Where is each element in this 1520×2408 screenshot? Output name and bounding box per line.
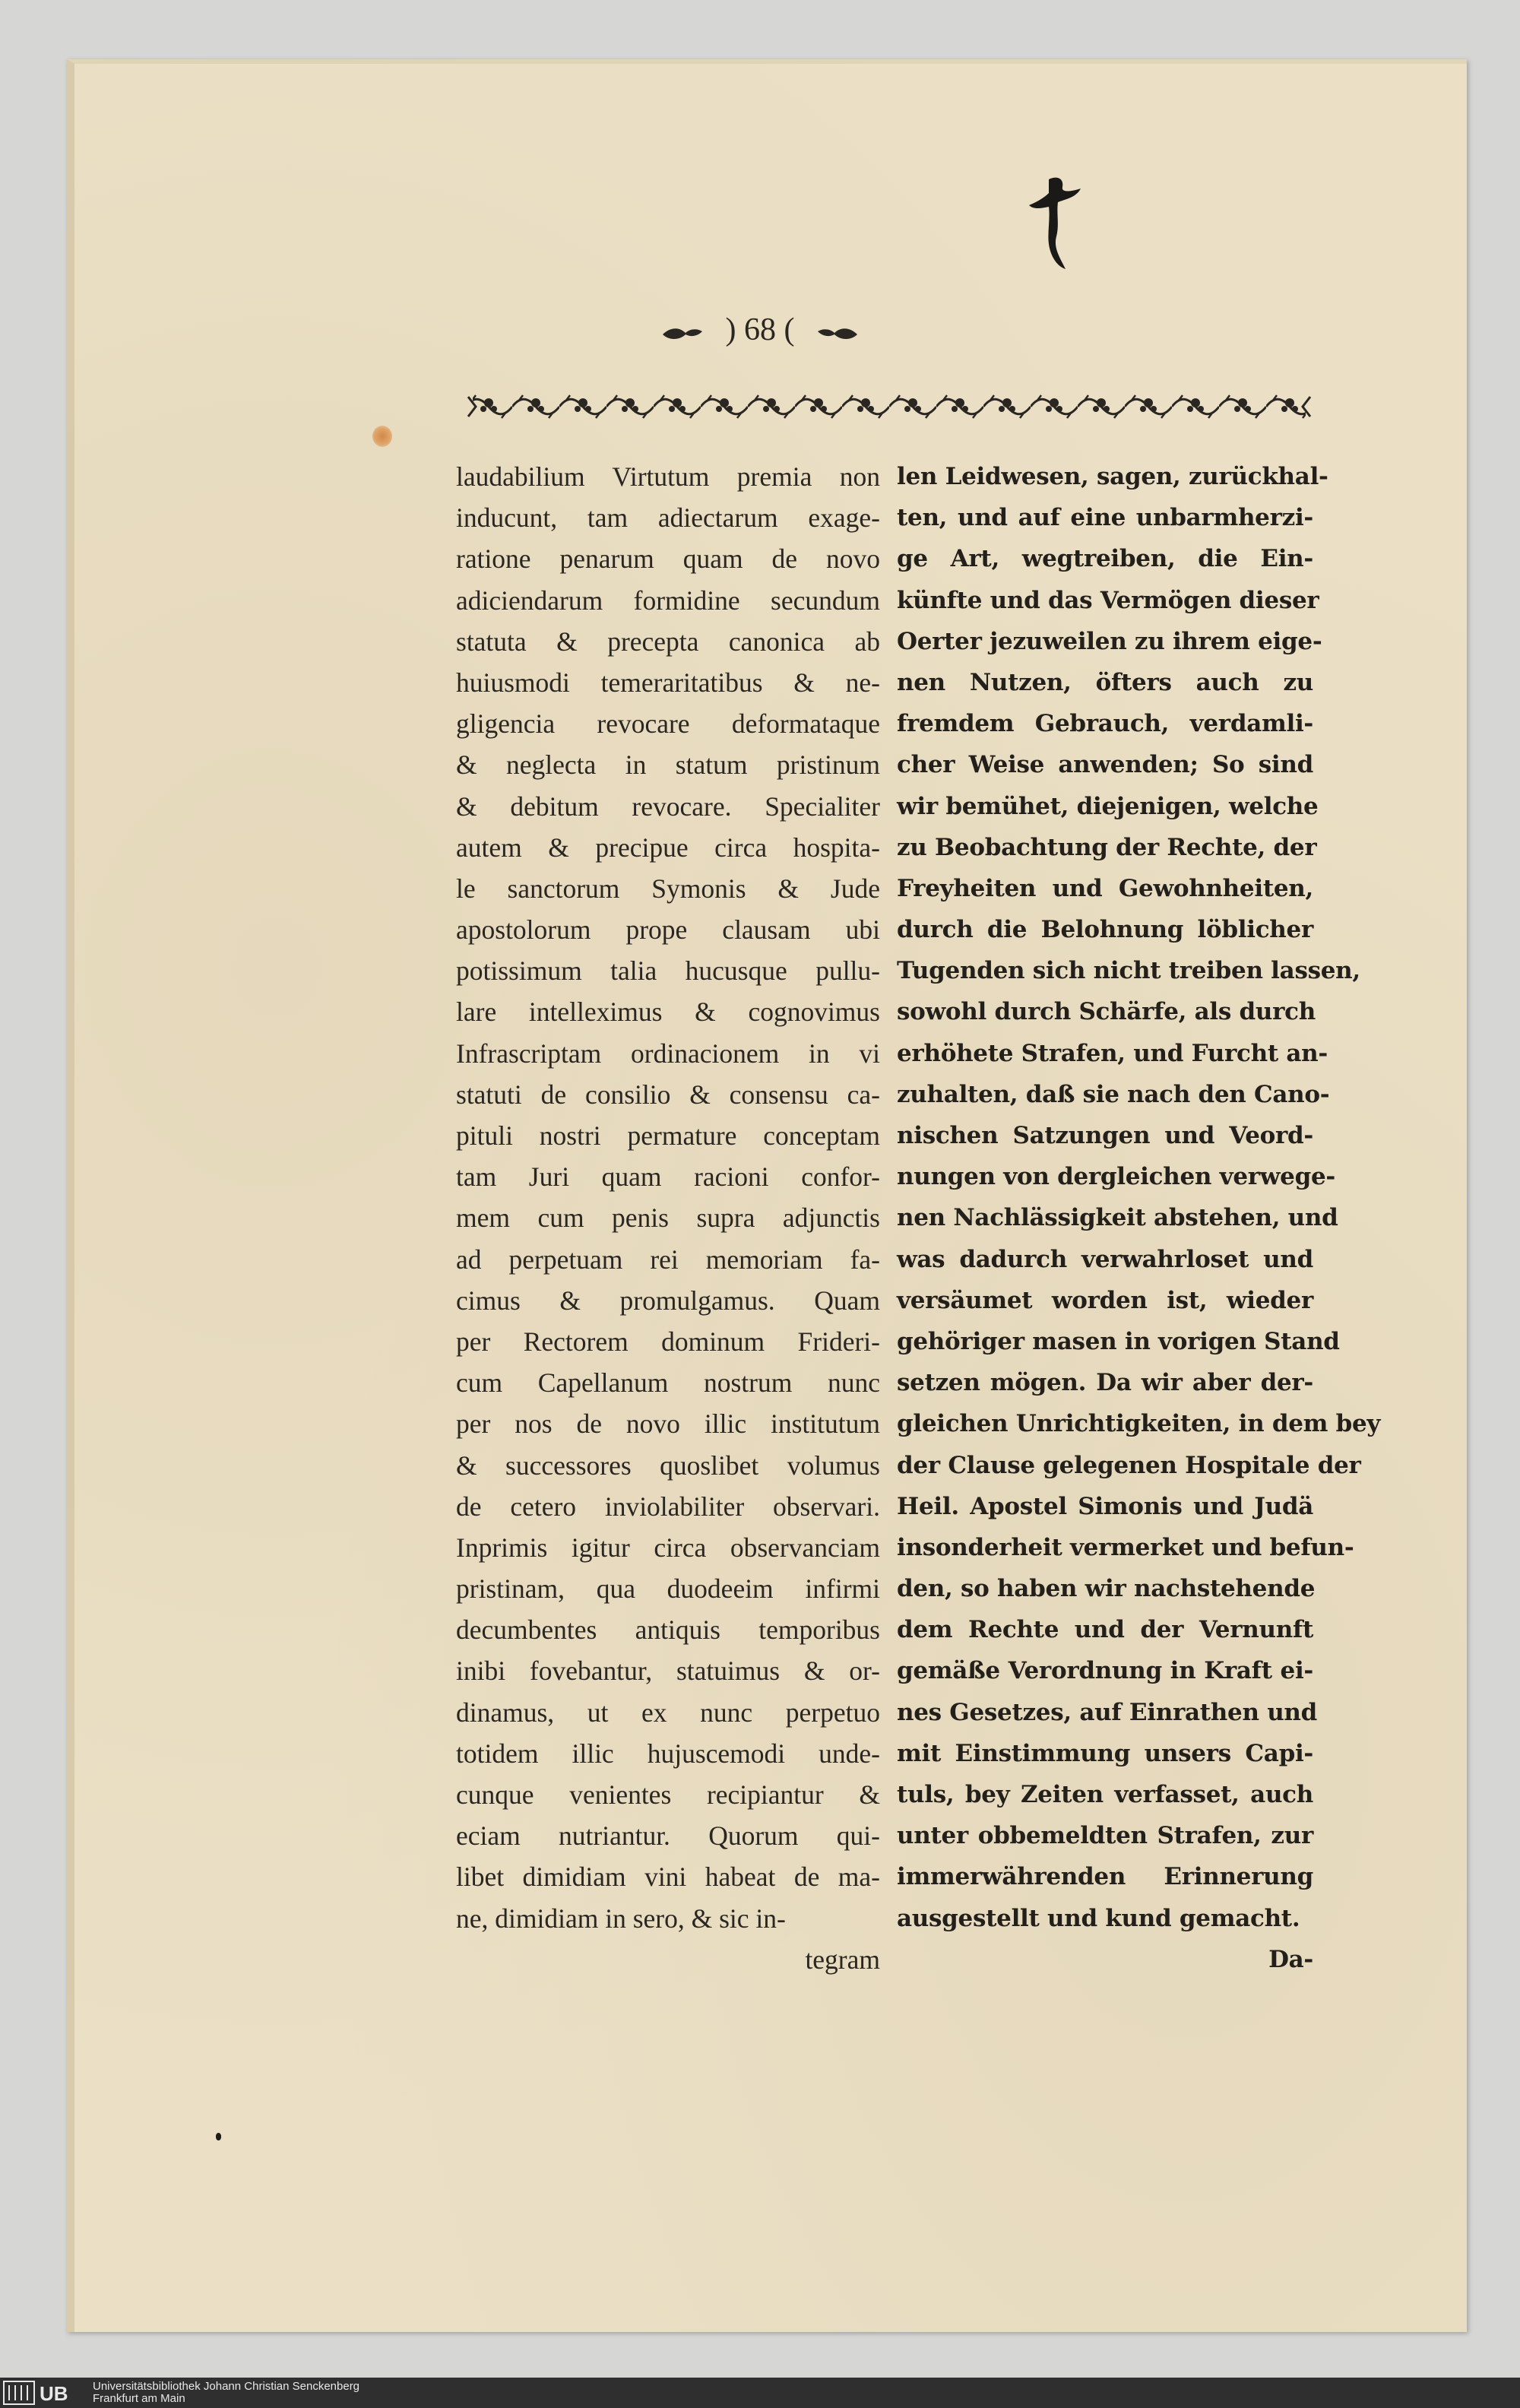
german-text-line: wir bemühet, diejenigen, welche bbox=[897, 792, 1319, 820]
german-text-line: insonderheit vermerket und befun- bbox=[897, 1533, 1354, 1561]
german-text-line: gleichen Unrichtigkeiten, in dem bey bbox=[897, 1410, 1381, 1438]
left-ornament-icon bbox=[660, 321, 705, 344]
german-text-line: Tugenden sich nicht treiben lassen, bbox=[897, 957, 1360, 985]
latin-text-line: inibi fovebantur, statuimus & or- bbox=[456, 1656, 880, 1687]
latin-text-line: cum Capellanum nostrum nunc bbox=[456, 1367, 880, 1399]
german-text-line: was dadurch verwahrloset und bbox=[897, 1245, 1313, 1273]
german-text-line: Freyheiten und Gewohnheiten, bbox=[897, 874, 1313, 902]
latin-text-line: ne, dimidiam in sero, & sic in- bbox=[456, 1903, 786, 1934]
paper-stain bbox=[372, 426, 392, 447]
german-text-line: sowohl durch Schärfe, als durch bbox=[897, 998, 1316, 1026]
latin-text-line: totidem illic hujuscemodi unde- bbox=[456, 1738, 880, 1769]
latin-text-line: le sanctorum Symonis & Jude bbox=[456, 873, 880, 904]
german-text-line: cher Weise anwenden; So sind bbox=[897, 751, 1313, 779]
latin-text-line: Inprimis igitur circa observanciam bbox=[456, 1532, 880, 1563]
german-text-line: der Clause gelegenen Hospitale der bbox=[897, 1451, 1361, 1479]
german-text-line: setzen mögen. Da wir aber der- bbox=[897, 1369, 1313, 1397]
latin-text-line: lare intelleximus & cognovimus bbox=[456, 996, 880, 1028]
latin-text-column bbox=[456, 456, 880, 1980]
german-text-line: durch die Belohnung löblicher bbox=[897, 916, 1313, 944]
library-name bbox=[93, 2381, 359, 2405]
latin-text-line: Infrascriptam ordinacionem in vi bbox=[456, 1038, 880, 1069]
german-text-line: mit Einstimmung unsers Capi- bbox=[897, 1739, 1313, 1767]
german-text-column bbox=[897, 456, 1381, 1980]
german-text-line: ten, und auf eine unbarmherzi- bbox=[897, 504, 1313, 532]
german-text-line: immerwährenden Erinnerung bbox=[897, 1863, 1313, 1891]
latin-text-line: huiusmodi temeraritatibus & ne- bbox=[456, 667, 880, 698]
german-text-line: zu Beobachtung der Rechte, der bbox=[897, 833, 1317, 861]
latin-text-line: decumbentes antiquis temporibus bbox=[456, 1614, 880, 1646]
german-text-line: versäumet worden ist, wieder bbox=[897, 1286, 1313, 1314]
german-text-line: nen Nutzen, öfters auch zu bbox=[897, 668, 1313, 696]
german-text-line: gemäße Verordnung in Kraft ei- bbox=[897, 1657, 1313, 1685]
page-number: ) 68 ( bbox=[725, 312, 795, 347]
german-text-line: ge Art, wegtreiben, die Ein- bbox=[897, 545, 1313, 573]
german-text-line: nungen von dergleichen verwege- bbox=[897, 1163, 1335, 1191]
german-text-line: tuls, bey Zeiten verfasset, auch bbox=[897, 1781, 1313, 1808]
latin-text-line: apostolorum prope clausam ubi bbox=[456, 914, 880, 946]
latin-text-line: ad perpetuam rei memoriam fa- bbox=[456, 1244, 880, 1275]
latin-text-line: dinamus, ut ex nunc perpetuo bbox=[456, 1697, 880, 1728]
latin-text-line: autem & precipue circa hospita- bbox=[456, 832, 880, 863]
latin-text-line: per nos de novo illic institutum bbox=[456, 1408, 880, 1440]
latin-text-line: adiciendarum formidine secundum bbox=[456, 585, 880, 616]
latin-text-line: ratione penarum quam de novo bbox=[456, 543, 880, 575]
latin-text-line: libet dimidiam vini habeat de ma- bbox=[456, 1861, 880, 1893]
ub-logo-icon bbox=[3, 2381, 85, 2405]
ink-speck bbox=[216, 2133, 221, 2140]
latin-text-line: de cetero inviolabiliter observari. bbox=[456, 1491, 880, 1522]
latin-text-line: pituli nostri permature conceptam bbox=[456, 1120, 880, 1151]
page-header bbox=[0, 312, 1520, 348]
german-text-line: nischen Satzungen und Veord- bbox=[897, 1122, 1313, 1149]
latin-text-line: inducunt, tam adiectarum exage- bbox=[456, 502, 880, 534]
latin-text-line: & neglecta in statum pristinum bbox=[456, 749, 880, 781]
latin-text-line: tam Juri quam racioni confor- bbox=[456, 1161, 880, 1193]
library-footer-bar bbox=[0, 2378, 1520, 2408]
latin-text-line: & debitum revocare. Specialiter bbox=[456, 791, 880, 822]
german-text-line: fremdem Gebrauch, verdamli- bbox=[897, 710, 1313, 738]
german-text-line: gehöriger masen in vorigen Stand bbox=[897, 1327, 1340, 1355]
german-text-line: dem Rechte und der Vernunft bbox=[897, 1616, 1313, 1644]
german-text-line: den, so haben wir nachstehende bbox=[897, 1575, 1316, 1603]
latin-text-line: laudabilium Virtutum premia non bbox=[456, 461, 880, 492]
german-text-line: Oerter jezuweilen zu ihrem eige- bbox=[897, 627, 1322, 655]
german-text-line: nes Gesetzes, auf Einrathen und bbox=[897, 1698, 1318, 1726]
german-catchword: Da- bbox=[1268, 1945, 1313, 1973]
latin-text-line: pristinam, qua duodeeim infirmi bbox=[456, 1573, 880, 1605]
german-text-line: unter obbemeldten Strafen, zur bbox=[897, 1822, 1313, 1850]
latin-text-line: cimus & promulgamus. Quam bbox=[456, 1285, 880, 1316]
german-text-line: zuhalten, daß sie nach den Cano- bbox=[897, 1080, 1330, 1108]
library-name-line2: Frankfurt am Main bbox=[93, 2392, 185, 2405]
library-name-line1: Universitätsbibliothek Johann Christian Senckenberg bbox=[93, 2380, 360, 2393]
german-text-line: künfte und das Vermögen dieser bbox=[897, 586, 1319, 614]
german-text-line: ausgestellt und kund gemacht. bbox=[897, 1904, 1300, 1932]
latin-text-line: statuta & precepta canonica ab bbox=[456, 626, 880, 657]
german-text-line: len Leidwesen, sagen, zurückhal- bbox=[897, 463, 1328, 490]
german-text-line: Heil. Apostel Simonis und Judä bbox=[897, 1492, 1313, 1520]
ub-logo-text: UB bbox=[40, 2382, 68, 2405]
latin-text-line: & successores quoslibet volumus bbox=[456, 1450, 880, 1481]
ink-blot-mark bbox=[1026, 172, 1094, 278]
latin-text-line: eciam nutriantur. Quorum qui- bbox=[456, 1820, 880, 1852]
latin-text-line: cunque venientes recipiantur & bbox=[456, 1779, 880, 1810]
german-text-line: erhöhete Strafen, und Furcht an- bbox=[897, 1039, 1328, 1067]
ornamental-rule bbox=[465, 386, 1313, 427]
latin-catchword: tegram bbox=[805, 1944, 880, 1975]
latin-text-line: statuti de consilio & consensu ca- bbox=[456, 1079, 880, 1110]
latin-text-line: potissimum talia hucusque pullu- bbox=[456, 955, 880, 987]
latin-text-line: gligencia revocare deformataque bbox=[456, 708, 880, 740]
german-text-line: nen Nachlässigkeit abstehen, und bbox=[897, 1204, 1338, 1232]
right-ornament-icon bbox=[815, 321, 860, 344]
latin-text-line: per Rectorem dominum Frideri- bbox=[456, 1326, 880, 1357]
latin-text-line: mem cum penis supra adjunctis bbox=[456, 1202, 880, 1234]
